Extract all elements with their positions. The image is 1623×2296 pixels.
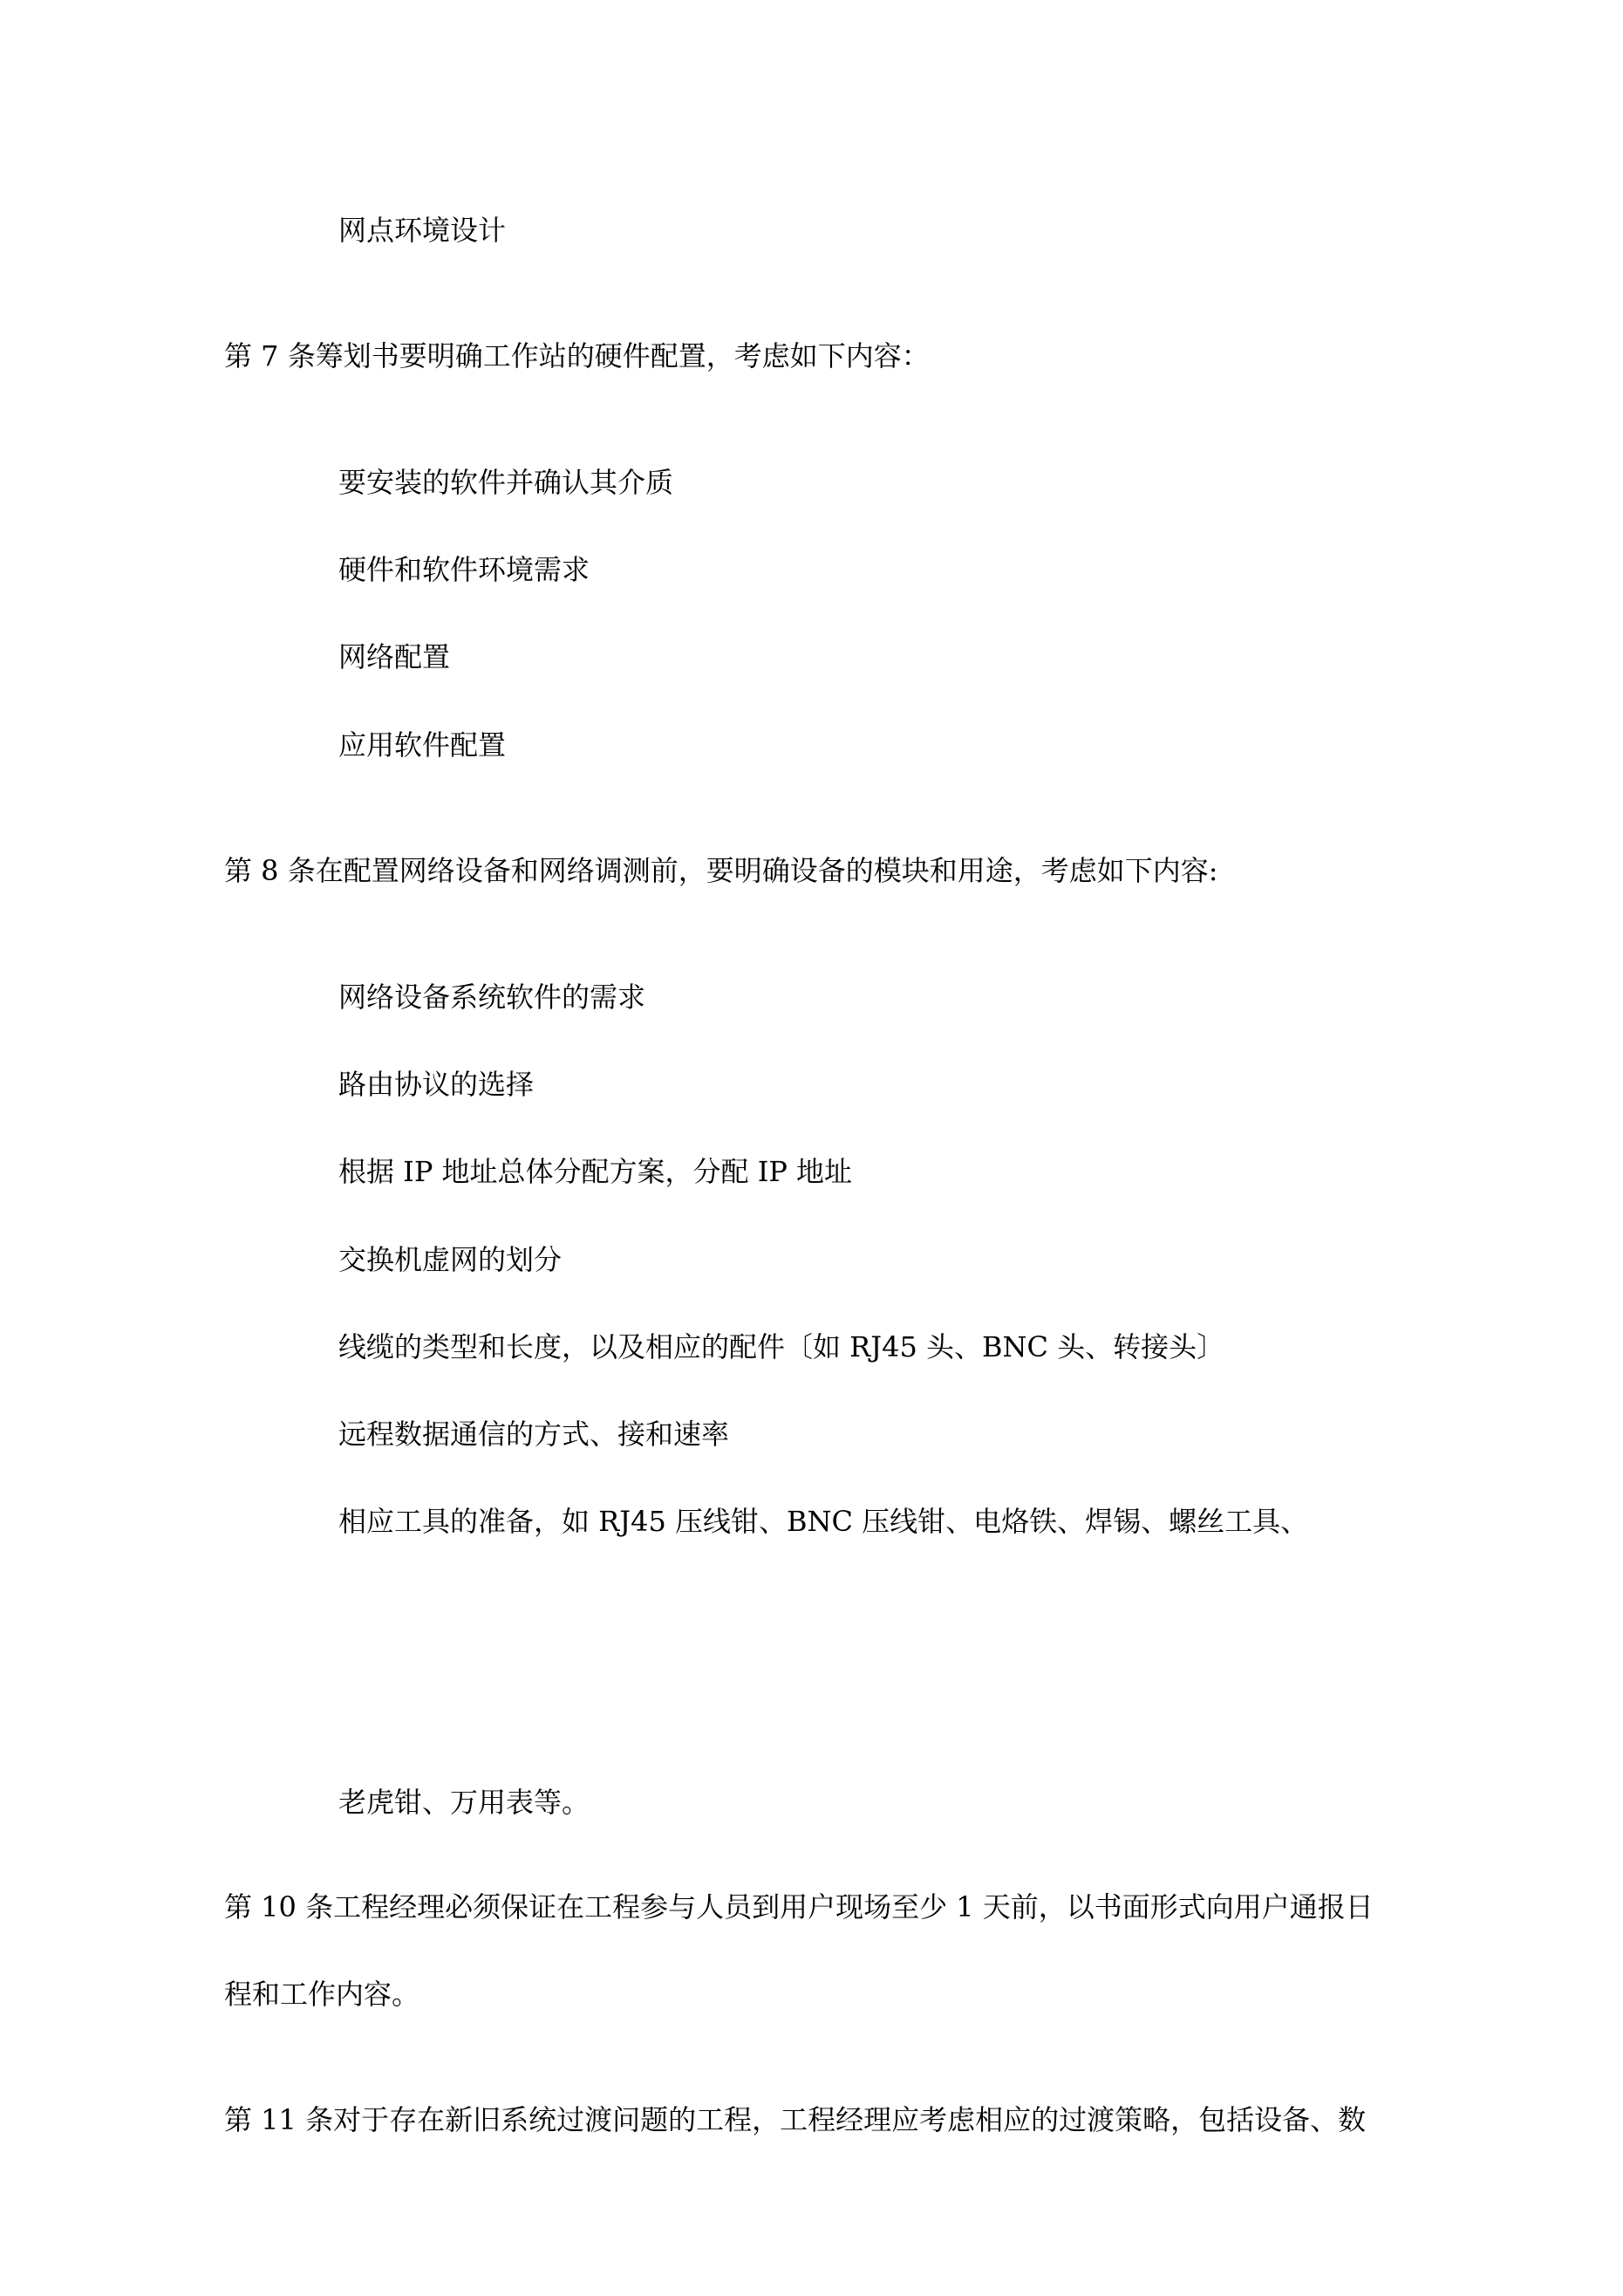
article-heading: 第 11 条对于存在新旧系统过渡问题的工程，工程经理应考虑相应的过渡策略，包括设备、数 [224, 2103, 1367, 2136]
list-item: 交换机虚网的划分 [338, 1243, 563, 1276]
list-item: 要安装的软件并确认其介质 [338, 466, 674, 499]
list-item: 网络配置 [338, 640, 451, 673]
list-item: 根据 IP 地址总体分配方案，分配 IP 地址 [338, 1155, 853, 1188]
text-line: 网点环境设计 [338, 214, 507, 247]
article-heading: 第 7 条筹划书要明确工作站的硬件配置，考虑如下内容： [224, 339, 930, 372]
list-item: 硬件和软件环境需求 [338, 553, 590, 586]
list-item: 老虎钳、万用表等。 [338, 1786, 590, 1819]
article-heading: 第 10 条工程经理必须保证在工程参与人员到用户现场至少 1 天前，以书面形式向用户通报日 [224, 1890, 1374, 1924]
list-item: 路由协议的选择 [338, 1068, 535, 1101]
list-item: 应用软件配置 [338, 728, 507, 762]
list-item: 远程数据通信的方式、接和速率 [338, 1418, 730, 1451]
list-item: 相应工具的准备，如 RJ45 压线钳、BNC 压线钳、电烙铁、焊锡、螺丝工具、 [338, 1505, 1309, 1538]
text-line: 程和工作内容。 [224, 1978, 420, 2011]
article-heading: 第 8 条在配置网络设备和网络调测前，要明确设备的模块和用途，考虑如下内容: [224, 854, 1218, 887]
list-item: 线缆的类型和长度，以及相应的配件〔如 RJ45 头、BNC 头、转接头〕 [338, 1330, 1225, 1363]
list-item: 网络设备系统软件的需求 [338, 981, 646, 1014]
